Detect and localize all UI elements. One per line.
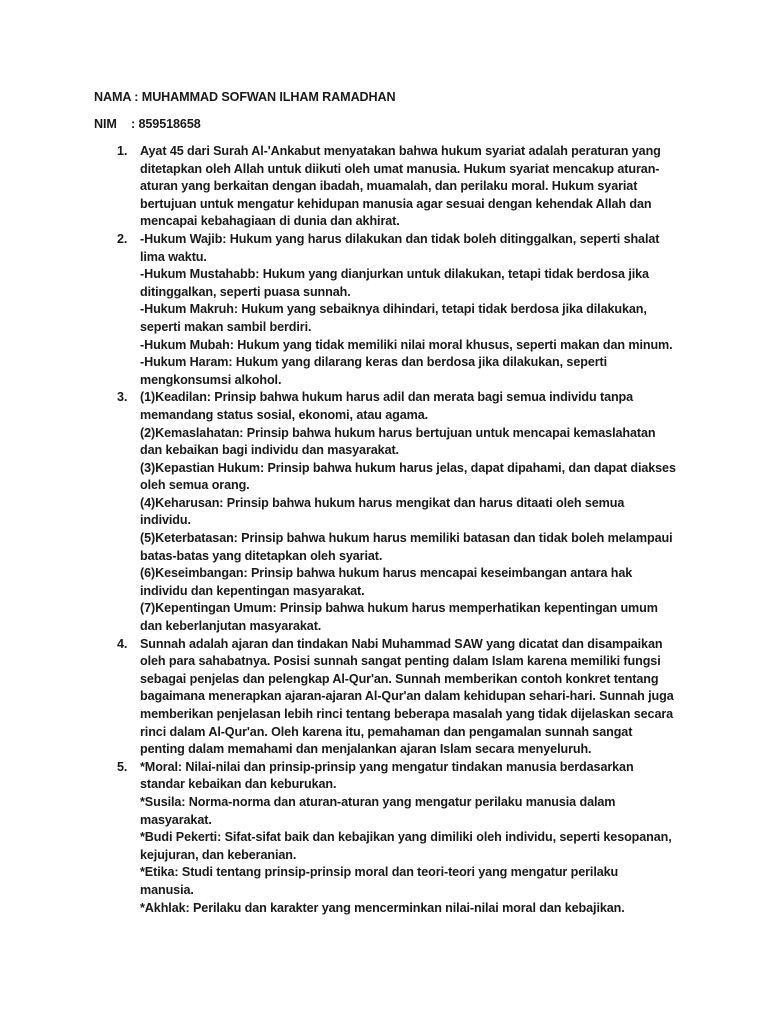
answer-text-line: *Budi Pekerti: Sifat-sifat baik dan kebajikan yang dimiliki oleh individu, seperti kesopanan, [140, 830, 672, 845]
answer-text-line: dan kebaikan bagi individu dan masyarakat. [140, 443, 399, 458]
answer-text [140, 636, 700, 759]
answer-text-line: standar kebaikan dan keburukan. [140, 777, 337, 792]
answer-text-line: mengkonsumsi alkohol. [140, 372, 282, 387]
answer-text-line: dan keberlanjutan masyarakat. [140, 619, 322, 634]
answer-text-line: (4)Keharusan: Prinsip bahwa hukum harus mengikat dan harus ditaati oleh semua [140, 495, 625, 510]
answer-text-line: memberikan penjelasan lebih rinci tentang beberapa masalah yang tidak dijelaskan secara [140, 707, 674, 721]
answer-text-line: *Moral: Nilai-nilai dan prinsip-prinsip yang mengatur tindakan manusia berdasarkan [140, 759, 634, 774]
answer-text-line: (3)Kepastian Hukum: Prinsip bahwa hukum harus jelas, dapat dipahami, dan dapat diakses [140, 460, 676, 475]
answer-text-line: bagaimana menerapkan ajaran-ajaran Al-Qur'an dalam kehidupan sehari-hari. Sunnah juga [140, 689, 674, 704]
nim-value: : 859518658 [131, 117, 201, 131]
answer-text-line: individu. [140, 513, 191, 528]
answer-text-line: batas-batas yang ditetapkan oleh syariat. [140, 548, 383, 563]
answer-text [140, 231, 700, 389]
answer-text-line: lima waktu. [140, 249, 207, 264]
answer-text-line: Sunnah adalah ajaran dan tindakan Nabi Muhammad SAW yang dicatat dan disampaikan [140, 636, 663, 651]
answer-text-line: *Etika: Studi tentang prinsip-prinsip moral dan teori-teori yang mengatur perilaku [140, 865, 619, 880]
answer-text-line: (1)Keadilan: Prinsip bahwa hukum harus adil dan merata bagi semua individu tanpa [140, 390, 634, 405]
answer-text-line: memandang status sosial, ekonomi, atau agama. [140, 407, 429, 422]
answer-item [0, 636, 768, 759]
answer-text-line: rinci dalam Al-Qur'an. Oleh karena itu, pemahaman dan pengamalan sunnah sangat [140, 724, 633, 739]
answer-text-line: *Akhlak: Perilaku dan karakter yang mencerminkan nilai-nilai moral dan kebajikan. [140, 900, 625, 915]
answer-item [0, 759, 768, 917]
answer-text-line: masyarakat. [140, 812, 212, 827]
answer-number: 3. [117, 390, 128, 405]
answer-text-line: *Susila: Norma-norma dan aturan-aturan yang mengatur perilaku manusia dalam [140, 794, 616, 809]
answer-item [0, 389, 768, 635]
answer-text-line: oleh para sahabatnya. Posisi sunnah sangat penting dalam Islam karena memiliki fungsi [140, 654, 661, 669]
answer-text-line: manusia. [140, 882, 194, 897]
answer-item [0, 143, 768, 231]
nim-label: NIM [94, 117, 117, 131]
answer-text-line: -Hukum Mubah: Hukum yang tidak memiliki nilai moral khusus, seperti makan dan minum. [140, 337, 673, 352]
answer-text-line: (7)Kepentingan Umum: Prinsip bahwa hukum harus memperhatikan kepentingan umum [140, 601, 658, 616]
answer-text [140, 389, 700, 635]
answer-number: 4. [117, 636, 128, 651]
answer-number: 2. [117, 231, 128, 246]
answer-text-line: sebagai penjelas dan pelengkap Al-Qur'an. Sunnah memberikan contoh konkret tentang [140, 671, 659, 686]
answer-text-line: -Hukum Haram: Hukum yang dilarang keras dan berdosa jika dilakukan, seperti [140, 355, 608, 370]
answer-text-line: mencapai kebahagiaan di dunia dan akhirat. [140, 214, 400, 229]
answer-text-line: (6)Keseimbangan: Prinsip bahwa hukum harus mencapai keseimbangan antara hak [140, 566, 633, 581]
answer-text-line: kejujuran, dan keberanian. [140, 847, 297, 862]
answer-text-line: aturan yang berkaitan dengan ibadah, muamalah, dan perilaku moral. Hukum syariat [140, 179, 638, 194]
answer-text-line: (2)Kemaslahatan: Prinsip bahwa hukum harus bertujuan untuk mencapai kemaslahatan [140, 425, 656, 440]
answer-text [140, 759, 700, 917]
answer-list [0, 143, 768, 917]
answer-number: 1. [117, 144, 128, 158]
answer-text-line: -Hukum Mustahabb: Hukum yang dianjurkan untuk dilakukan, tetapi tidak berdosa jika [140, 267, 649, 282]
answer-text-line: seperti makan sambil berdiri. [140, 319, 312, 334]
answer-text-line: -Hukum Makruh: Hukum yang sebaiknya dihindari, tetapi tidak berdosa jika dilakukan, [140, 302, 647, 317]
answer-text-line: individu dan kepentingan masyarakat. [140, 583, 365, 598]
answer-text-line: Ayat 45 dari Surah Al-'Ankabut menyatakan bahwa hukum syariat adalah peraturan yang [140, 144, 661, 158]
answer-text-line: ditetapkan oleh Allah untuk diikuti oleh umat manusia. Hukum syariat mencakup aturan- [140, 161, 660, 176]
answer-text-line: ditinggalkan, seperti puasa sunnah. [140, 284, 351, 299]
answer-text-line: -Hukum Wajib: Hukum yang harus dilakukan dan tidak boleh ditinggalkan, seperti shalat [140, 231, 660, 246]
answer-item [0, 231, 768, 389]
answer-number: 5. [117, 759, 128, 774]
answer-text-line: bertujuan untuk mengatur kehidupan manusia agar sesuai dengan kehendak Allah dan [140, 196, 652, 211]
answer-text-line: oleh semua orang. [140, 478, 250, 493]
answer-text-line: penting dalam memahami dan menjalankan ajaran Islam secara menyeluruh. [140, 742, 592, 757]
answer-text [140, 143, 700, 231]
answer-text-line: (5)Keterbatasan: Prinsip bahwa hukum harus memiliki batasan dan tidak boleh melampaui [140, 531, 673, 546]
student-name-line: NAMA : MUHAMMAD SOFWAN ILHAM RAMADHAN [94, 90, 396, 104]
